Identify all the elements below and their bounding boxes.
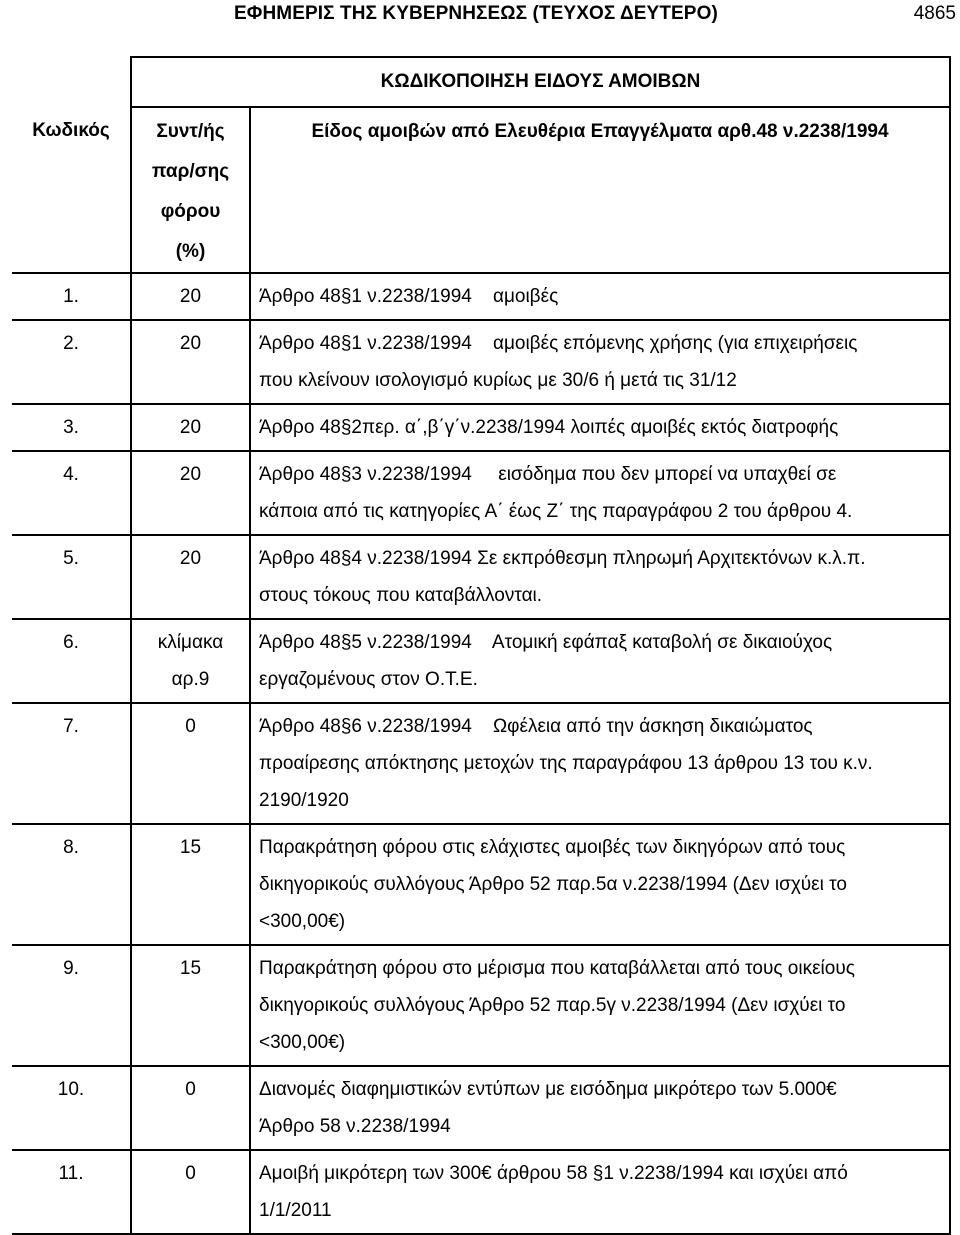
row-rate — [131, 451, 250, 535]
table-row — [12, 1150, 950, 1234]
row-rate-line: 20 — [179, 464, 202, 485]
table-row — [12, 1066, 950, 1150]
row-description-line: Άρθρο 48§1 ν.2238/1994 αμοιβές — [259, 286, 559, 307]
row-description-line: Άρθρο 48§5 ν.2238/1994 Ατομική εφάπαξ καταβολή σε δικαιούχος — [259, 632, 833, 653]
row-description — [250, 1150, 950, 1234]
row-description-line: 1/1/2011 — [259, 1200, 332, 1221]
row-description-line: Άρθρο 48§4 ν.2238/1994 Σε εκπρόθεσμη πληρωμή Αρχιτεκτόνων κ.λ.π. — [259, 548, 866, 569]
page-header — [0, 0, 960, 30]
row-rate — [131, 945, 250, 1066]
row-rate-line: 15 — [179, 837, 202, 858]
table-body — [12, 273, 950, 1234]
row-code: 7. — [12, 703, 131, 824]
row-rate-line: 20 — [179, 333, 202, 354]
row-description — [250, 320, 950, 404]
row-description — [250, 824, 950, 945]
header-description: Είδος αμοιβών από Ελευθέρια Επαγγέλματα αρθ.48 ν.2238/1994 — [250, 107, 950, 273]
header-rate-line: παρ/σης — [151, 161, 230, 182]
row-rate — [131, 703, 250, 824]
row-description — [250, 535, 950, 619]
row-rate — [131, 1150, 250, 1234]
row-rate-line: 20 — [179, 286, 202, 307]
row-description-line: Παρακράτηση φόρου στο μέρισμα που καταβάλλεται από τους οικείους — [259, 958, 855, 979]
row-rate-line: 0 — [185, 716, 196, 737]
table-row — [12, 945, 950, 1066]
row-code: 6. — [12, 619, 131, 703]
row-rate — [131, 824, 250, 945]
row-code: 8. — [12, 824, 131, 945]
row-code: 5. — [12, 535, 131, 619]
row-rate — [131, 619, 250, 703]
gazette-title: ΕΦΗΜΕΡΙΣ ΤΗΣ ΚΥΒΕΡΝΗΣΕΩΣ (ΤΕΥΧΟΣ ΔΕΥΤΕΡΟ) — [234, 3, 718, 24]
table-title-row — [12, 57, 950, 107]
row-code: 2. — [12, 320, 131, 404]
table-row — [12, 703, 950, 824]
row-rate-line: 15 — [179, 958, 202, 979]
row-description-line: δικηγορικούς συλλόγους Άρθρο 52 παρ.5γ ν.2238/1994 (Δεν ισχύει το — [259, 995, 846, 1016]
row-description-line: κάποια από τις κατηγορίες Α΄ έως Ζ΄ της παραγράφου 2 του άρθρου 4. — [259, 501, 853, 522]
row-rate-line: 0 — [185, 1163, 196, 1184]
row-description-line: προαίρεσης απόκτησης μετοχών της παραγράφου 13 άρθρου 13 του κ.ν. — [259, 753, 873, 774]
row-code: 1. — [12, 273, 131, 320]
row-description — [250, 945, 950, 1066]
row-description-line: Άρθρο 48§1 ν.2238/1994 αμοιβές επόμενης χρήσης (για επιχειρήσεις — [259, 333, 858, 354]
row-code: 3. — [12, 404, 131, 451]
row-description — [250, 451, 950, 535]
page-number: 4865 — [913, 3, 956, 24]
row-rate-line: 0 — [185, 1079, 196, 1100]
row-rate-line: κλίμακα — [157, 632, 224, 653]
row-description-line: <300,00€) — [259, 1032, 346, 1053]
table-row — [12, 619, 950, 703]
table-row — [12, 320, 950, 404]
table-row — [12, 451, 950, 535]
row-description-line: στους τόκους που καταβάλλονται. — [259, 585, 543, 606]
row-code: 4. — [12, 451, 131, 535]
row-rate — [131, 1066, 250, 1150]
row-rate — [131, 535, 250, 619]
row-code: 9. — [12, 945, 131, 1066]
table-title: ΚΩΔΙΚΟΠΟΙΗΣΗ ΕΙΔΟΥΣ ΑΜΟΙΒΩΝ — [131, 57, 950, 107]
row-description — [250, 703, 950, 824]
header-rate-line: φόρου — [160, 201, 221, 222]
header-code: Κωδικός — [32, 120, 110, 141]
fee-codes-table — [12, 56, 951, 1235]
header-rate-line: (%) — [175, 241, 206, 262]
row-code: 10. — [12, 1066, 131, 1150]
table-header-row — [12, 107, 950, 273]
table-row — [12, 535, 950, 619]
row-description-line: δικηγορικούς συλλόγους Άρθρο 52 παρ.5α ν.2238/1994 (Δεν ισχύει το — [259, 874, 847, 895]
row-description — [250, 273, 950, 320]
row-code: 11. — [12, 1150, 131, 1234]
table-row — [12, 404, 950, 451]
header-rate — [131, 107, 250, 273]
row-rate — [131, 320, 250, 404]
row-description-line: Άρθρο 48§2περ. α΄,β΄γ΄ν.2238/1994 λοιπές αμοιβές εκτός διατροφής — [259, 417, 839, 438]
row-description-line: Άρθρο 48§3 ν.2238/1994 εισόδημα που δεν μπορεί να υπαχθεί σε — [259, 464, 837, 485]
row-rate-line: αρ.9 — [171, 669, 210, 690]
row-description-line: Αμοιβή μικρότερη των 300€ άρθρου 58 §1 ν.2238/1994 και ισχύει από — [259, 1163, 848, 1184]
row-description-line: <300,00€) — [259, 911, 346, 932]
row-description — [250, 619, 950, 703]
row-description-line: Άρθρο 48§6 ν.2238/1994 Ωφέλεια από την άσκηση δικαιώματος — [259, 716, 813, 737]
row-rate — [131, 404, 250, 451]
row-description-line: Διανομές διαφημιστικών εντύπων με εισόδημα μικρότερο των 5.000€ — [259, 1079, 837, 1100]
header-rate-line: Συντ/ής — [156, 121, 225, 142]
row-description-line: Παρακράτηση φόρου στις ελάχιστες αμοιβές των δικηγόρων από τους — [259, 837, 846, 858]
row-description — [250, 404, 950, 451]
row-description — [250, 1066, 950, 1150]
table-row — [12, 824, 950, 945]
row-description-line: Άρθρο 58 ν.2238/1994 — [259, 1116, 451, 1137]
row-description-line: που κλείνουν ισολογισμό κυρίως με 30/6 ή μετά τις 31/12 — [259, 370, 737, 391]
row-description-line: 2190/1920 — [259, 790, 349, 811]
row-rate — [131, 273, 250, 320]
row-rate-line: 20 — [179, 417, 202, 438]
row-rate-line: 20 — [179, 548, 202, 569]
row-description-line: εργαζομένους στον Ο.Τ.Ε. — [259, 669, 478, 690]
table-row — [12, 273, 950, 320]
